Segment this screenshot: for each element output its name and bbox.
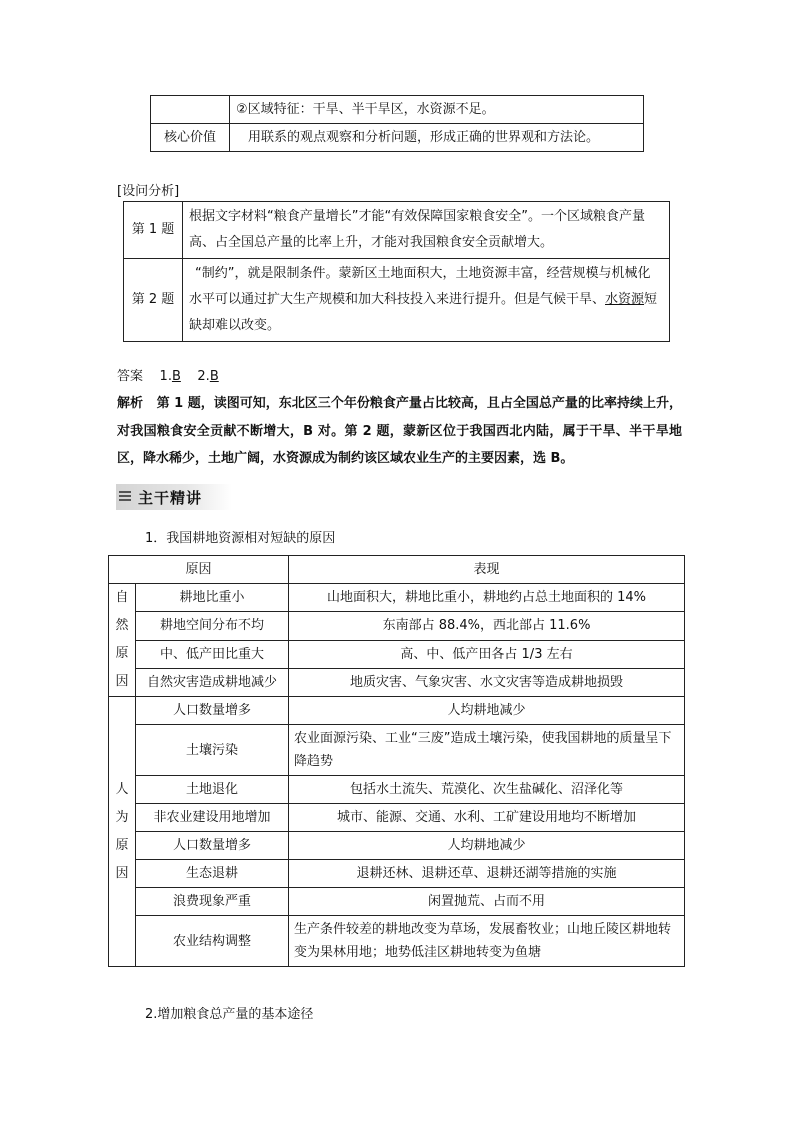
table-row-reason: 耕地空间分布不均 (136, 612, 289, 640)
q2-text-a: “制约”，就是限制条件。蒙新区土地面积大，土地资源丰富，经营规模与机械化水平可以通过扩大生产规模和加大科技投入来进行提升。但是气候干旱、 (189, 266, 651, 307)
answer-2-value: B (209, 369, 219, 384)
q1-label: 第 1 题 (124, 202, 183, 259)
answer-line (117, 363, 682, 391)
natural-cause-label: 自 然 原 因 (109, 584, 136, 697)
heading-1: 1．我国耕地资源相对短缺的原因 (145, 531, 336, 546)
analysis-heading: [设问分析] (117, 184, 180, 199)
header-effect: 表现 (289, 556, 685, 584)
top-table-row2-label: 核心价值 (151, 124, 230, 152)
answer-2-prefix: 2. (197, 369, 210, 384)
q2-text-underlined: 水资源 (605, 292, 645, 307)
table-row-reason: 自然灾害造成耕地减少 (136, 668, 289, 696)
main-table (108, 555, 685, 967)
top-table-empty-cell (151, 96, 230, 124)
table-row-effect: 人均耕地减少 (289, 697, 685, 725)
q2-label: 第 2 题 (124, 259, 183, 342)
top-table-row2-text: 用联系的观点观察和分析问题，形成正确的世界观和方法论。 (230, 124, 644, 152)
answer-1-value: B (171, 369, 181, 384)
analysis-table (123, 201, 670, 342)
list-icon (119, 491, 131, 503)
answer-label: 答案 (117, 369, 144, 384)
explanation (117, 390, 682, 473)
table-row-effect: 农业面源污染、工业“三废”造成土壤污染，使我国耕地的质量呈下降趋势 (289, 725, 685, 776)
table-row-effect: 退耕还林、退耕还草、退耕还湖等措施的实施 (289, 860, 685, 888)
heading-2: 2.增加粮食总产量的基本途径 (145, 1007, 314, 1022)
table-row-reason: 土壤污染 (136, 725, 289, 776)
table-row-effect: 闲置抛荒、占而不用 (289, 888, 685, 916)
header-reason: 原因 (109, 556, 289, 584)
table-row-reason: 耕地比重小 (136, 584, 289, 612)
table-row-reason: 农业结构调整 (136, 916, 289, 967)
table-row-reason: 土地退化 (136, 776, 289, 804)
table-row-effect: 山地面积大，耕地比重小，耕地约占总土地面积的 14% (289, 584, 685, 612)
section-title: 主干精讲 (138, 489, 203, 507)
table-row-effect: 地质灾害、气象灾害、水文灾害等造成耕地损毁 (289, 668, 685, 696)
section-banner (116, 484, 232, 510)
table-row-effect: 城市、能源、交通、水利、工矿建设用地均不断增加 (289, 804, 685, 832)
table-row-reason: 人口数量增多 (136, 832, 289, 860)
q1-text: 根据文字材料“粮食产量增长”才能“有效保障国家粮食安全”。一个区域粮食产量高、占全国总产量的比率上升，才能对我国粮食安全贡献增大。 (183, 202, 670, 259)
table-row-reason: 浪费现象严重 (136, 888, 289, 916)
table-row-effect: 高、中、低产田各占 1/3 左右 (289, 640, 685, 668)
explanation-label: 解析 (117, 396, 144, 411)
q2-text-c: 短缺却难以改变。 (189, 292, 658, 333)
table-row-effect: 人均耕地减少 (289, 832, 685, 860)
top-table-row1-text: ②区域特征：干旱、半干旱区，水资源不足。 (230, 96, 644, 124)
table-row-effect: 包括水土流失、荒漠化、次生盐碱化、沼泽化等 (289, 776, 685, 804)
human-cause-label: 人 为 原 因 (109, 697, 136, 967)
answer-1-prefix: 1. (159, 369, 172, 384)
table-row-reason: 非农业建设用地增加 (136, 804, 289, 832)
table-row-effect: 生产条件较差的耕地改变为草场，发展畜牧业；山地丘陵区耕地转变为果林用地；地势低洼区耕地转变为鱼塘 (289, 916, 685, 967)
table-row-reason: 中、低产田比重大 (136, 640, 289, 668)
top-table (150, 95, 644, 152)
table-row-reason: 生态退耕 (136, 860, 289, 888)
explanation-text: 第 1 题，读图可知，东北区三个年份粮食产量占比较高，且占全国总产量的比率持续上升，对我国粮食安全贡献不断增大，B 对。第 2 题，蒙新区位于我国西北内陆，属于干旱、半干旱地区，降水稀少，土地广阔，水资源成为制约该区域农业生产的主要因素，选 B。 (117, 396, 682, 466)
q2-text (183, 259, 670, 342)
table-row-effect: 东南部占 88.4%，西北部占 11.6% (289, 612, 685, 640)
table-row-reason: 人口数量增多 (136, 697, 289, 725)
